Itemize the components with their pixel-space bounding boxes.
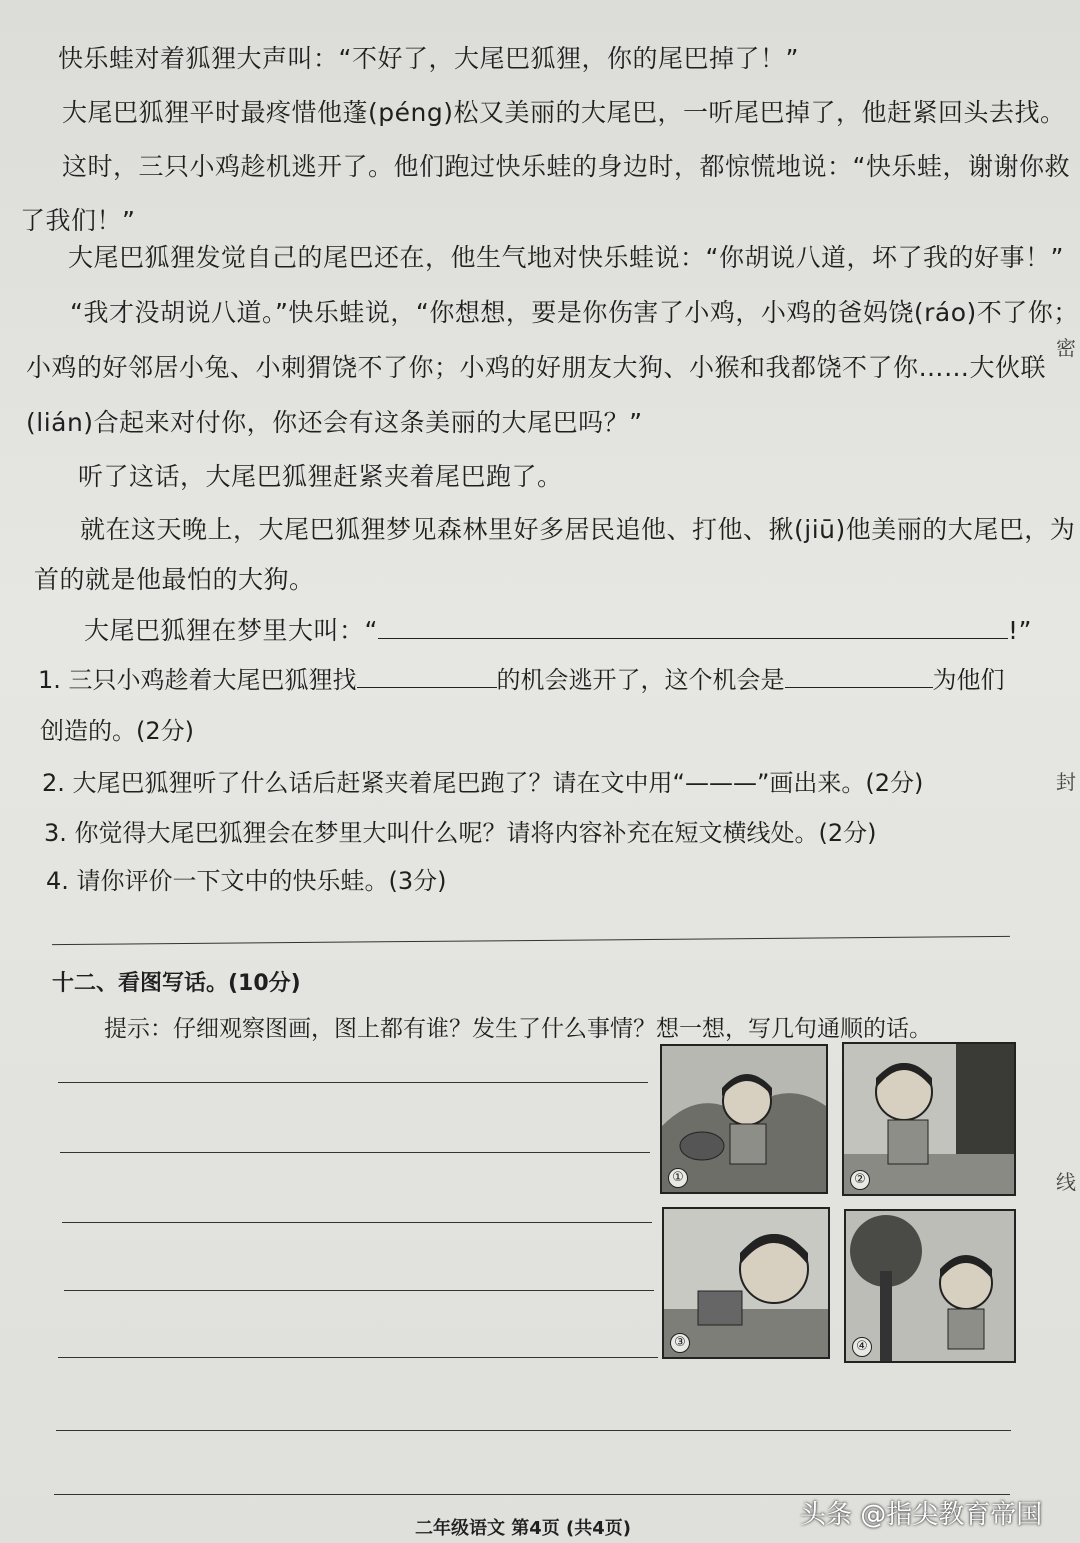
dream-line-end: !” — [1007, 616, 1032, 645]
passage-paragraph-3-line-1: 这时，三只小鸡趁机逃开了。他们跑过快乐蛙的身边时，都惊慌地说：“快乐蛙，谢谢你救 — [62, 152, 1070, 181]
picture-number-1: ① — [668, 1168, 688, 1188]
passage-paragraph-7-line-2: 首的就是他最怕的大狗。 — [34, 565, 315, 594]
dream-line-start: 大尾巴狐狸在梦里大叫：“ — [84, 616, 378, 645]
boy-with-bird-illustration — [662, 1046, 826, 1192]
page-footer: 二年级语文 第4页 (共4页) — [415, 1518, 632, 1539]
passage-paragraph-5-line-3: (lián)合起来对付你，你还会有这条美丽的大尾巴吗？” — [26, 408, 643, 437]
writing-line-5[interactable] — [58, 1357, 658, 1358]
writing-line-1[interactable] — [58, 1082, 648, 1083]
passage-paragraph-1: 快乐蛙对着狐狸大声叫：“不好了，大尾巴狐狸，你的尾巴掉了！” — [58, 44, 799, 73]
question-4: 4. 请你评价一下文中的快乐蛙。(3分) — [46, 867, 447, 895]
picture-number-3: ③ — [670, 1333, 690, 1353]
passage-paragraph-5-line-2: 小鸡的好邻居小兔、小刺猬饶不了你；小鸡的好朋友大狗、小猴和我都饶不了你……大伙联 — [26, 353, 1047, 382]
passage-paragraph-4: 大尾巴狐狸发觉自己的尾巴还在，他生气地对快乐蛙说：“你胡说八道，坏了我的好事！” — [68, 243, 1064, 272]
picture-number-2: ② — [850, 1170, 870, 1190]
question-1-line-1 — [38, 665, 1005, 695]
picture-panel-4 — [844, 1209, 1016, 1363]
passage-paragraph-6: 听了这话，大尾巴狐狸赶紧夹着尾巴跑了。 — [78, 462, 563, 491]
side-mark-xian: 线 — [1056, 1170, 1076, 1194]
side-mark-mi: 密 — [1056, 336, 1076, 360]
writing-line-2[interactable] — [60, 1152, 650, 1153]
boy-with-birdcage-illustration — [664, 1209, 828, 1357]
passage-dream-line — [84, 616, 1032, 646]
picture-panel-1 — [660, 1044, 828, 1194]
passage-paragraph-7-line-1: 就在这天晚上，大尾巴狐狸梦见森林里好多居民追他、打他、揪(jiū)他美丽的大尾巴，为 — [80, 515, 1076, 544]
question-1-text-c: 为他们 — [932, 666, 1005, 694]
question-2: 2. 大尾巴狐狸听了什么话后赶紧夹着尾巴跑了？请在文中用“———”画出来。(2分) — [42, 769, 924, 797]
passage-paragraph-3-line-2: 了我们！” — [20, 206, 136, 235]
question-1-blank-2[interactable] — [785, 687, 933, 688]
picture-number-4: ④ — [852, 1337, 872, 1357]
passage-paragraph-2: 大尾巴狐狸平时最疼惜他蓬(péng)松又美丽的大尾巴，一听尾巴掉了，他赶紧回头去找。 — [62, 98, 1066, 127]
picture-panel-3 — [662, 1207, 830, 1359]
writing-line-6[interactable] — [56, 1430, 1011, 1431]
boy-at-door-illustration — [844, 1044, 1014, 1194]
question-1-line-2: 创造的。(2分) — [40, 717, 194, 745]
question-1-text-b: 的机会逃开了，这个机会是 — [496, 666, 785, 694]
section-12-hint: 提示：仔细观察图画，图上都有谁？发生了什么事情？想一想，写几句通顺的话。 — [104, 1016, 932, 1042]
picture-panel-2 — [842, 1042, 1016, 1196]
question-4-answer-line[interactable] — [52, 936, 1010, 945]
question-1-blank-1[interactable] — [357, 687, 497, 688]
writing-line-3[interactable] — [62, 1222, 652, 1223]
passage-paragraph-5-line-1: “我才没胡说八道。”快乐蛙说，“你想想，要是你伤害了小鸡，小鸡的爸妈饶(ráo)不了你； — [70, 298, 1079, 327]
dream-shout-blank[interactable] — [378, 638, 1008, 639]
section-12-title: 十二、看图写话。(10分) — [52, 971, 301, 996]
boy-releasing-bird-illustration — [846, 1211, 1014, 1361]
watermark: 头条 @指尖教育帝国 — [800, 1500, 1043, 1530]
question-1-text-a: 1. 三只小鸡趁着大尾巴狐狸找 — [38, 666, 357, 694]
question-3: 3. 你觉得大尾巴狐狸会在梦里大叫什么呢？请将内容补充在短文横线处。(2分) — [44, 819, 877, 847]
side-mark-feng: 封 — [1056, 770, 1076, 794]
writing-line-4[interactable] — [64, 1290, 654, 1291]
